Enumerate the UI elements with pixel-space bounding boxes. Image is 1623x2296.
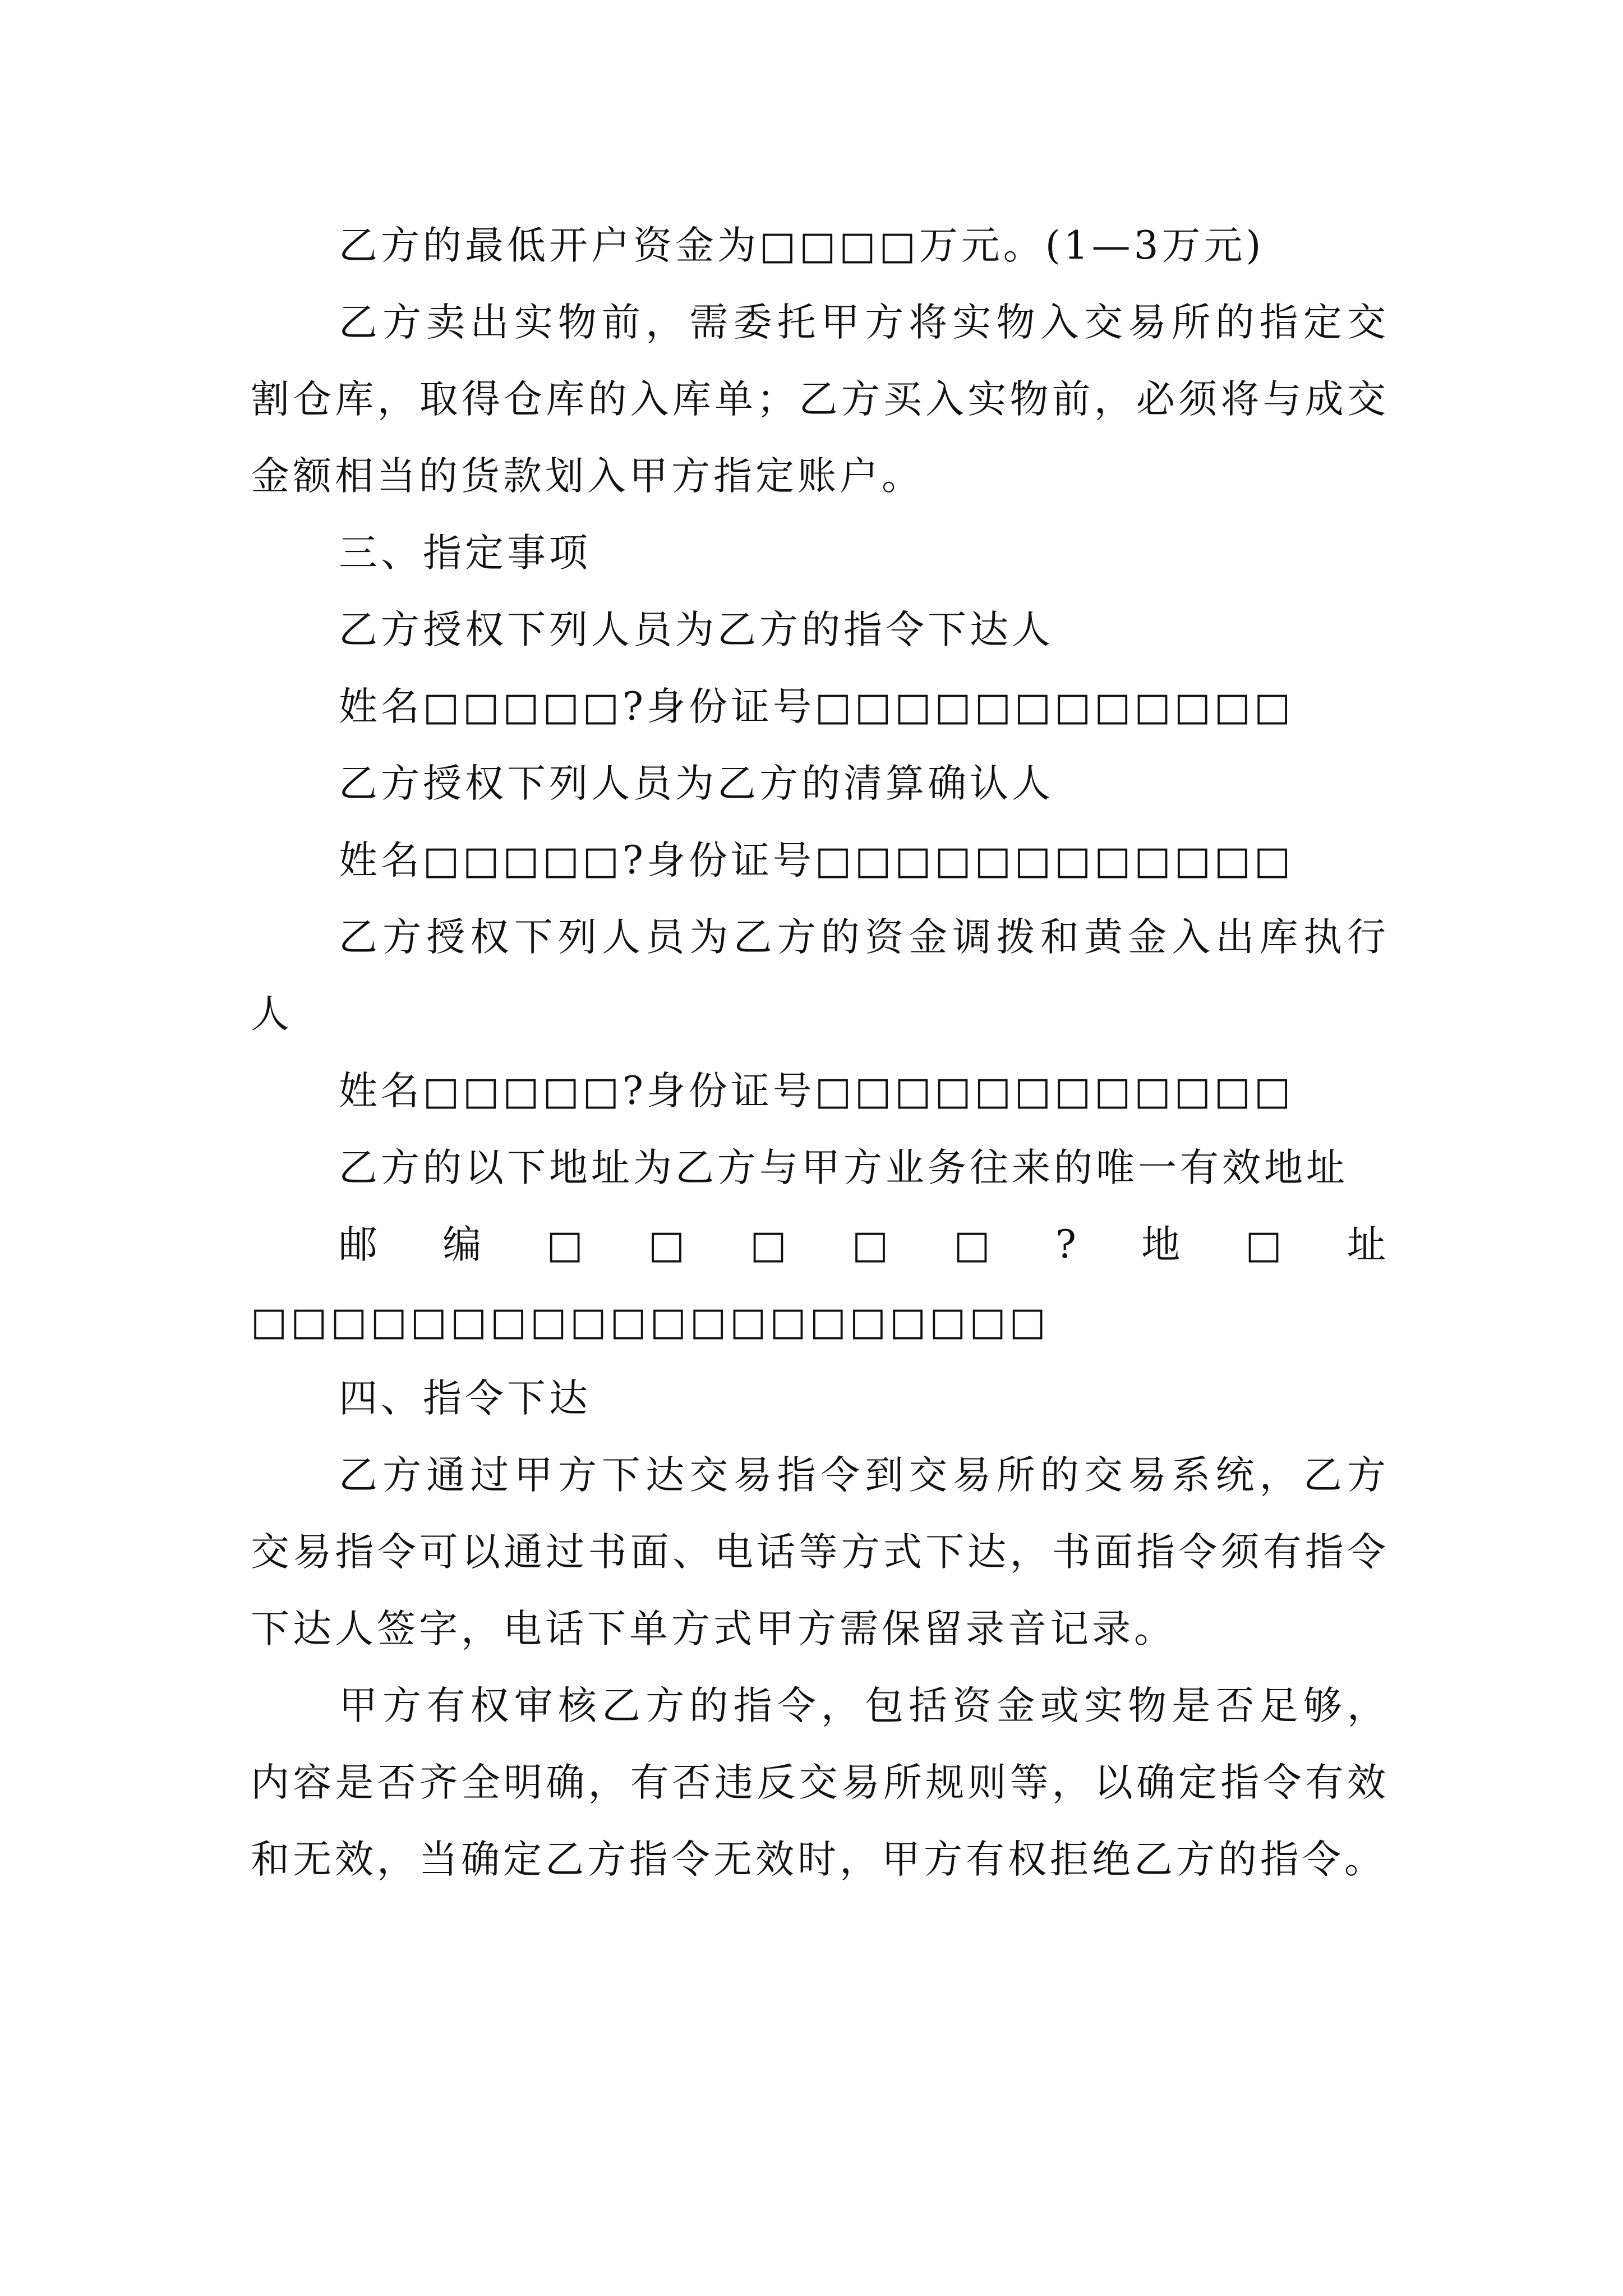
section-heading-designated-matters: 三、指定事项 — [339, 531, 591, 576]
paragraph-address-intro: 乙方的以下地址为乙方与甲方业务往来的唯一有效地址 — [339, 1145, 1348, 1190]
paragraph-fund-transfer-executor-intro: 乙方授权下列人员为乙方的资金调拨和黄金入出库执行人 — [251, 915, 1389, 1037]
field-order-authorizer-name-id: 姓名□□□□□?身份证号□□□□□□□□□□□□ — [339, 684, 1294, 729]
paragraph-order-review: 甲方有权审核乙方的指令，包括资金或实物是否足够，内容是否齐全明确，有否违反交易所规则等，以确定指令有效和无效，当确定乙方指令无效时，甲方有权拒绝乙方的指令。 — [251, 1683, 1389, 1882]
paragraph-clearing-confirmer-intro: 乙方授权下列人员为乙方的清算确认人 — [339, 761, 1054, 806]
paragraph-physical-delivery: 乙方卖出实物前，需委托甲方将实物入交易所的指定交割仓库，取得仓库的入库单；乙方买入实物前，必须将与成交金额相当的货款划入甲方指定账户。 — [251, 300, 1389, 499]
paragraph-min-deposit: 乙方的最低开户资金为□□□□万元。(1—3万元) — [339, 223, 1265, 268]
paragraph-order-authorizer-intro: 乙方授权下列人员为乙方的指令下达人 — [339, 608, 1054, 652]
paragraph-order-channels: 乙方通过甲方下达交易指令到交易所的交易系统，乙方交易指令可以通过书面、电话等方式下达，书面指令须有指令下达人签字，电话下单方式甲方需保留录音记录。 — [251, 1453, 1389, 1651]
field-clearing-confirmer-name-id: 姓名□□□□□?身份证号□□□□□□□□□□□□ — [339, 838, 1294, 883]
section-heading-order-placement: 四、指令下达 — [339, 1376, 591, 1421]
field-postcode-address: 邮编□□□□□?地□址□□□□□□□□□□□□□□□□□□□□ — [251, 1222, 1389, 1344]
field-fund-transfer-executor-name-id: 姓名□□□□□?身份证号□□□□□□□□□□□□ — [339, 1069, 1294, 1114]
document-page — [251, 208, 1389, 1898]
